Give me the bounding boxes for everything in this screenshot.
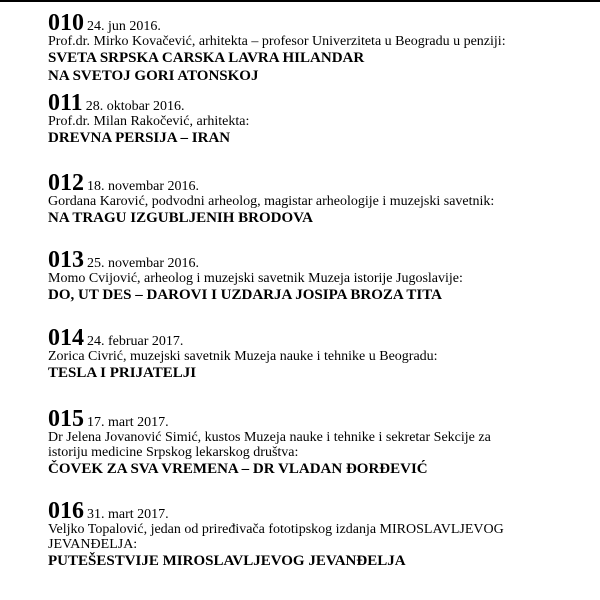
top-border: [0, 0, 600, 2]
entry-header: [48, 172, 596, 194]
entry-header: [48, 12, 596, 34]
speaker-line: Gordana Karović, podvodni arheolog, magistar arheologije i muzejski savetnik:: [48, 194, 495, 209]
lecture-title: TESLA I PRIJATELJI: [48, 365, 197, 381]
lecture-date: 25. novembar 2016.: [87, 256, 199, 271]
lecture-entry: [48, 327, 596, 408]
speaker-line: Prof.dr. Milan Rakočević, arhitekta:: [48, 114, 250, 129]
lecture-title: NA SVETOJ GORI ATONSKOJ: [48, 68, 259, 84]
speaker-line: Momo Cvijović, arheolog i muzejski savetnik Muzeja istorije Jugoslavije:: [48, 271, 463, 286]
lecture-date: 28. oktobar 2016.: [85, 99, 185, 114]
entry-header: [48, 500, 596, 522]
lecture-number: 014: [48, 325, 84, 351]
lecture-date: 24. februar 2017.: [87, 334, 184, 349]
lecture-date: 18. novembar 2016.: [87, 179, 199, 194]
lecture-title: NA TRAGU IZGUBLJENIH BRODOVA: [48, 210, 313, 226]
lecture-entry: [48, 408, 596, 500]
lecture-entry: [48, 92, 596, 172]
lecture-number: 016: [48, 498, 84, 524]
lecture-number: 013: [48, 247, 84, 273]
entry-header: [48, 408, 596, 430]
lecture-entry: [48, 500, 596, 570]
lecture-number: 010: [48, 10, 84, 36]
lecture-entry: [48, 12, 596, 92]
lecture-entry: [48, 172, 596, 249]
lecture-date: 31. mart 2017.: [87, 507, 169, 522]
lecture-list: [48, 12, 596, 570]
lecture-date: 24. jun 2016.: [87, 19, 161, 34]
lecture-title: DREVNA PERSIJA – IRAN: [48, 130, 231, 146]
speaker-line: Dr Jelena Jovanović Simić, kustos Muzeja nauke i tehnike i sekretar Sekcije za istoriju medicine Srpskog lekarskog društva:: [48, 430, 491, 460]
entry-header: [48, 92, 596, 114]
lecture-number: 015: [48, 406, 84, 432]
lecture-entry: [48, 249, 596, 327]
speaker-line: Veljko Topalović, jedan od priređivača fototipskog izdanja MIROSLAVLJEVOG JEVANĐELJA:: [48, 522, 504, 552]
speaker-line: Zorica Civrić, muzejski savetnik Muzeja nauke i tehnike u Beogradu:: [48, 349, 438, 364]
entry-header: [48, 249, 596, 271]
lecture-title: PUTEŠESTVIJE MIROSLAVLJEVOG JEVANĐELJA: [48, 553, 406, 569]
lecture-title: ČOVEK ZA SVA VREMENA – DR VLADAN ĐORĐEVIĆ: [48, 461, 428, 477]
lecture-title: SVETA SRPSKA CARSKA LAVRA HILANDAR: [48, 50, 365, 66]
lecture-date: 17. mart 2017.: [87, 415, 169, 430]
lecture-number: 012: [48, 170, 84, 196]
lecture-title: DO, UT DES – DAROVI I UZDARJA JOSIPA BROZA TITA: [48, 287, 442, 303]
speaker-line: Prof.dr. Mirko Kovačević, arhitekta – profesor Univerziteta u Beogradu u penziji:: [48, 34, 506, 49]
entry-header: [48, 327, 596, 349]
lecture-number: 011: [48, 90, 83, 116]
